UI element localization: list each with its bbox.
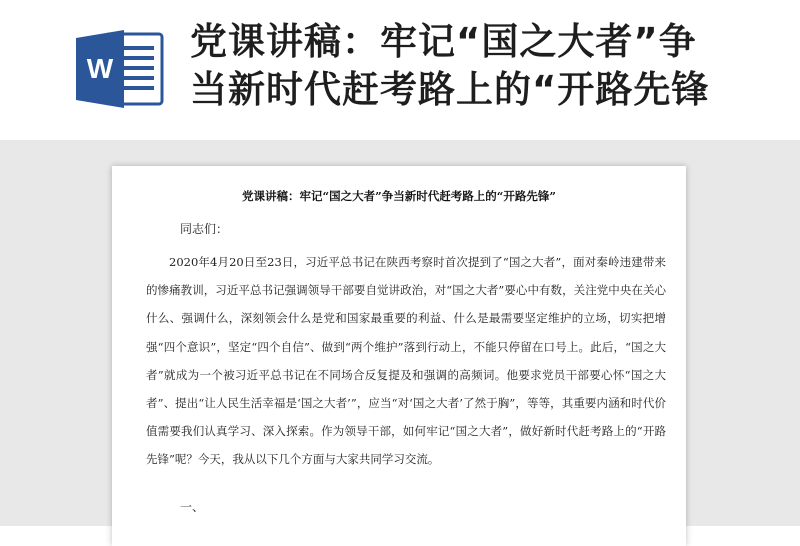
header-banner xyxy=(0,0,800,140)
document-page xyxy=(112,166,686,546)
document-next-heading: 一、 xyxy=(180,500,205,514)
word-document-icon xyxy=(74,28,166,110)
document-greeting: 同志们： xyxy=(180,222,229,236)
document-paragraph: 2020年4月20日至23日，习近平总书记在陕西考察时首次提到了“国之大者”，面对秦岭违建带来的惨痛教训，习近平总书记强调领导干部要自觉讲政治，对“国之大者”要心中有数，关注党中央在关心什么、强调什么，深刻领会什么是党和国家最重要的利益、什么是最需要坚定维护的立场，切实把增强“四个意识”，坚定“四个自信”、做到“两个维护”落到行动上，不能只停留在口号上。此后，“国之大者”就成为一个被习近平总书记在不同场合反复提及和强调的高频词。他要求党员干部要心怀“国之大者”、提出“让人民生活幸福是‘国之大者’”，应当“对‘国之大者’了然于胸”，等等，其重要内涵和时代价值需要我们认真学习、深入探索。作为领导干部，如何牢记“国之大者”，做好新时代赶考路上的“开路先锋”呢？今天，我从以下几个方面与大家共同学习交流。 xyxy=(146,255,666,467)
page-title: 党课讲稿：牢记“国之大者”争 当新时代赶考路上的“开路先锋 xyxy=(190,20,710,111)
word-icon-letter: W xyxy=(86,53,114,84)
document-title: 党课讲稿：牢记“国之大者”争当新时代赶考路上的“开路先锋” xyxy=(242,189,556,203)
